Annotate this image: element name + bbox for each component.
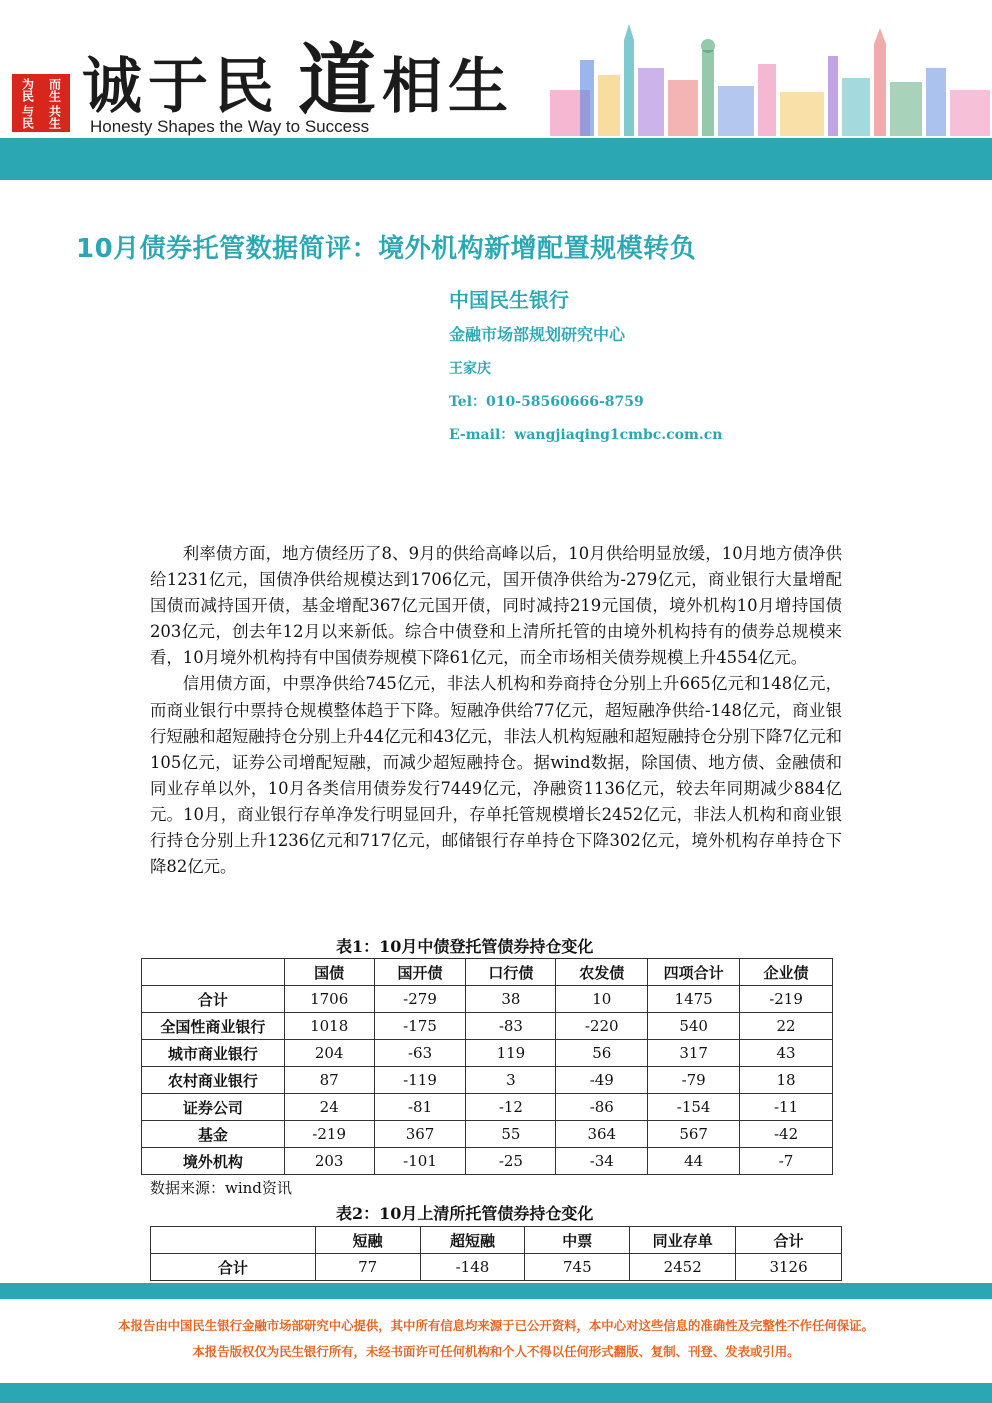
table1-cell: 1018 — [284, 1013, 374, 1040]
table1-row — [142, 1094, 833, 1121]
table1-cell: -175 — [374, 1013, 466, 1040]
table2-cell: 745 — [525, 1254, 630, 1281]
table1-cell: -101 — [374, 1148, 466, 1175]
table1-header-cell: 四项合计 — [648, 959, 740, 986]
table1-row-label: 合计 — [142, 986, 285, 1013]
table1-cell: 567 — [648, 1121, 740, 1148]
table2-row-label: 合计 — [151, 1254, 316, 1281]
header-banner — [0, 0, 992, 180]
table1-row-label: 基金 — [142, 1121, 285, 1148]
table1-cell: -42 — [740, 1121, 833, 1148]
table1-cell: -86 — [556, 1094, 648, 1121]
author-tel: Tel：010-58560666-8759 — [449, 394, 644, 410]
table1 — [141, 958, 833, 1175]
table1-cell: 22 — [740, 1013, 833, 1040]
table1-cell: 204 — [284, 1040, 374, 1067]
table2-header-cell: 短融 — [315, 1227, 420, 1254]
table2-header-cell: 中票 — [525, 1227, 630, 1254]
table1-cell: -154 — [648, 1094, 740, 1121]
table1-source: 数据来源：wind资讯 — [150, 1179, 292, 1197]
table1-row-label: 境外机构 — [142, 1148, 285, 1175]
table1-cell: 87 — [284, 1067, 374, 1094]
table1-cell: 43 — [740, 1040, 833, 1067]
table1-row-label: 全国性商业银行 — [142, 1013, 285, 1040]
calligraphy-part-1: 诚于民 — [82, 52, 280, 122]
table1-cell: 203 — [284, 1148, 374, 1175]
calligraphy-part-2: 道 — [298, 35, 383, 126]
table1-row — [142, 986, 833, 1013]
table2-cell: 77 — [315, 1254, 420, 1281]
city-skyline-illustration — [540, 20, 992, 136]
table2-header-cell: 合计 — [736, 1227, 842, 1254]
table2-header-cell — [151, 1227, 316, 1254]
table1-cell: 3 — [466, 1067, 556, 1094]
table1-caption: 表1：10月中债登托管债券持仓变化 — [336, 937, 594, 956]
table1-cell: 1475 — [648, 986, 740, 1013]
disclaimer-line-2: 本报告版权仅为民生银行所有，未经书面许可任何机构和个人不得以任何形式翻版、复制、刊登、发表或引用。 — [192, 1344, 800, 1359]
table1-row — [142, 1067, 833, 1094]
table1-header-cell: 国开债 — [374, 959, 466, 986]
table1-cell: 119 — [466, 1040, 556, 1067]
table2-header-cell: 同业存单 — [630, 1227, 736, 1254]
table1-cell: -279 — [374, 986, 466, 1013]
table1-row-label: 证券公司 — [142, 1094, 285, 1121]
table2-cell: 3126 — [736, 1254, 842, 1281]
seal-char-1: 为民 — [20, 77, 35, 102]
table1-cell: 18 — [740, 1067, 833, 1094]
calligraphy-motto — [82, 18, 514, 130]
seal-char-3: 与民 — [20, 104, 35, 129]
table1-cell: -119 — [374, 1067, 466, 1094]
report-title: 10月债券托管数据简评：境外机构新增配置规模转负 — [76, 234, 697, 264]
table1-cell: 1706 — [284, 986, 374, 1013]
table1-cell: -12 — [466, 1094, 556, 1121]
author-email: E-mail：wangjiaqing1cmbc.com.cn — [449, 427, 723, 443]
author-department: 金融市场部规划研究中心 — [449, 325, 626, 344]
table1-cell: -49 — [556, 1067, 648, 1094]
disclaimer-line-1: 本报告由中国民生银行金融市场部研究中心提供，其中所有信息均来源于已公开资料，本中心对这些信息的准确性及完整性不作任何保证。 — [118, 1318, 874, 1333]
calligraphy-part-3: 相生 — [382, 52, 515, 122]
logo-seal — [12, 74, 70, 132]
table1-cell: -219 — [284, 1121, 374, 1148]
table1-cell: 540 — [648, 1013, 740, 1040]
table1-cell: 55 — [466, 1121, 556, 1148]
table1-cell: -81 — [374, 1094, 466, 1121]
table1-cell: -25 — [466, 1148, 556, 1175]
report-body — [150, 541, 842, 880]
table2-cell: -148 — [420, 1254, 525, 1281]
table1-cell: -7 — [740, 1148, 833, 1175]
table1-cell: -83 — [466, 1013, 556, 1040]
table1-cell: 44 — [648, 1148, 740, 1175]
paragraph-credit: 信用债方面，中票净供给745亿元，非法人机构和券商持仓分别上升665亿元和148亿元，而商业银行中票持仓规模整体趋于下降。短融净供给77亿元，超短融净供给-148亿元，商业银行短融和超短融持仓分别上升44亿元和43亿元，非法人机构短融和超短融持仓分别下降7亿元和105亿元，证券公司增配短融，而减少超短融持仓。据wind数据，除国债、地方债、金融债和同业存单以外，10月各类信用债券发行7449亿元，净融资1136亿元，较去年同期减少884亿元。10月，商业银行存单净发行明显回升，存单托管规模增长2452亿元，非法人机构和商业银行持仓分别上升1236亿元和717亿元，邮储银行存单持仓下降302亿元，境外机构存单持仓下降82亿元。 — [150, 674, 842, 877]
table1-row — [142, 1121, 833, 1148]
table1-row — [142, 1040, 833, 1067]
table1-cell: 56 — [556, 1040, 648, 1067]
footer-teal-bar-bottom — [0, 1383, 992, 1403]
footer-teal-bar-top — [0, 1283, 992, 1299]
table2 — [150, 1226, 842, 1281]
author-name: 王家庆 — [449, 361, 491, 377]
table1-header-cell — [142, 959, 285, 986]
table2-caption: 表2：10月上清所托管债券持仓变化 — [336, 1204, 594, 1223]
table2-row — [151, 1254, 842, 1281]
table1-cell: -34 — [556, 1148, 648, 1175]
table1-row-label: 城市商业银行 — [142, 1040, 285, 1067]
table1-header-row — [142, 959, 833, 986]
table2-cell: 2452 — [630, 1254, 736, 1281]
table1-header-cell: 企业债 — [740, 959, 833, 986]
table1-row — [142, 1148, 833, 1175]
seal-char-4: 共生 — [47, 104, 62, 129]
table2-header-cell: 超短融 — [420, 1227, 525, 1254]
table1-cell: 38 — [466, 986, 556, 1013]
table1-cell: 367 — [374, 1121, 466, 1148]
table1-cell: 10 — [556, 986, 648, 1013]
table1-cell: 24 — [284, 1094, 374, 1121]
table1-header-cell: 口行债 — [466, 959, 556, 986]
table1-cell: -63 — [374, 1040, 466, 1067]
table1-header-cell: 农发债 — [556, 959, 648, 986]
table2-header-row — [151, 1227, 842, 1254]
table1-cell: -79 — [648, 1067, 740, 1094]
slogan: Honesty Shapes the Way to Success — [90, 117, 370, 136]
table1-header-cell: 国债 — [284, 959, 374, 986]
author-bank: 中国民生银行 — [449, 288, 569, 312]
seal-char-2: 而生 — [47, 77, 62, 102]
table1-cell: -11 — [740, 1094, 833, 1121]
table1-cell: -219 — [740, 986, 833, 1013]
table1-cell: 364 — [556, 1121, 648, 1148]
table1-cell: -220 — [556, 1013, 648, 1040]
table1-cell: 317 — [648, 1040, 740, 1067]
header-teal-bar — [0, 138, 992, 180]
table1-row-label: 农村商业银行 — [142, 1067, 285, 1094]
paragraph-rates: 利率债方面，地方债经历了8、9月的供给高峰以后，10月供给明显放缓，10月地方债净供给1231亿元，国债净供给规模达到1706亿元，国开债净供给为-279亿元，商业银行大量增配国债而减持国开债，基金增配367亿元国开债，同时减持219元国债，境外机构10月增持国债203亿元，创去年12月以来新低。综合中债登和上清所托管的由境外机构持有的债券总规模来看，10月境外机构持有中国债券规模下降61亿元，而全市场相关债券规模上升4554亿元。 — [150, 544, 842, 668]
table1-row — [142, 1013, 833, 1040]
